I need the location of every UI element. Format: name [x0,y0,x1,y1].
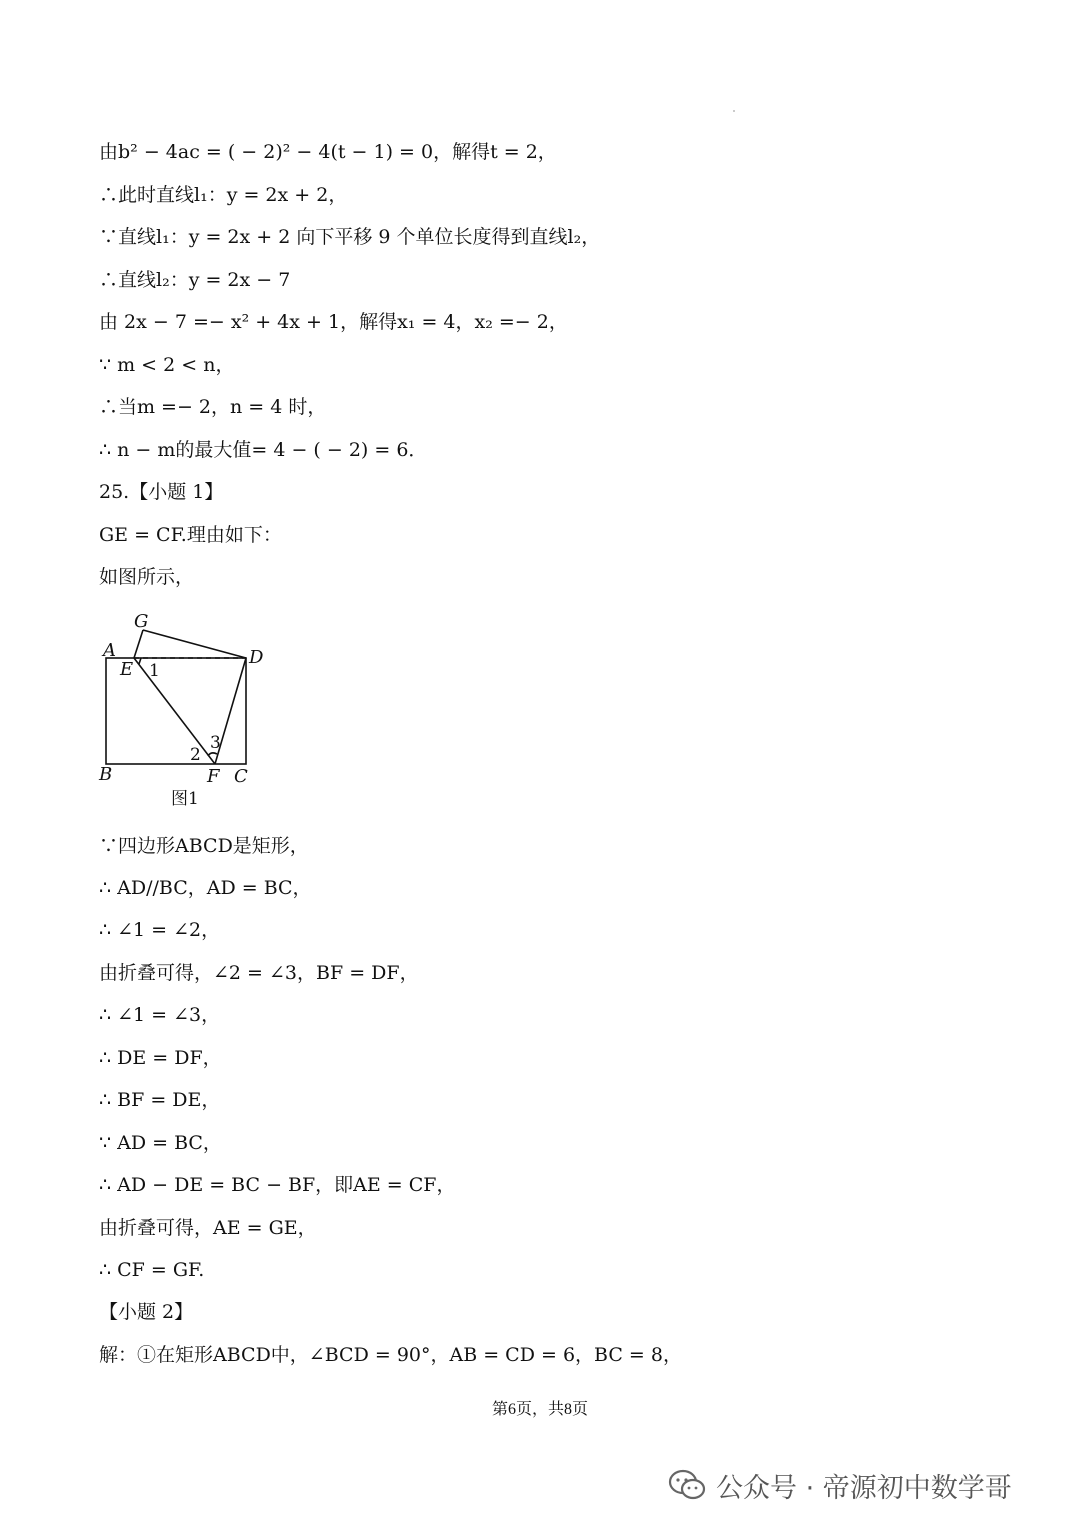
geometry-figure [95,608,295,818]
solution-line-3: ∵直线l₁：y = 2x + 2 向下平移 9 个单位长度得到直线l₂， [99,226,601,248]
proof-line-6: ∴ DE = DF， [99,1047,222,1069]
proof-line-9: ∴ AD − DE = BC − BF，即AE = CF， [99,1174,456,1196]
label-angle-3: 3 [210,733,221,753]
label-b: B [99,764,113,785]
label-angle-2: 2 [190,745,201,765]
wechat-watermark [668,1460,1012,1510]
label-angle-1: 1 [149,661,160,681]
wechat-icon [668,1469,706,1501]
proof-line-10: 由折叠可得，AE = GE， [99,1217,317,1239]
proof-line-5: ∴ ∠1 = ∠3， [99,1004,221,1026]
label-f: F [207,766,220,787]
solution-2-line-1: 解：①在矩形ABCD中，∠BCD = 90°，AB = CD = 6，BC = 8， [99,1344,682,1366]
segment-ef [134,658,215,764]
label-g: G [134,611,149,632]
proof-line-11: ∴ CF = GF. [99,1259,205,1281]
proof-line-7: ∴ BF = DE， [99,1089,221,1111]
label-c: C [234,766,248,787]
proof-line-2: ∴ AD//BC，AD = BC， [99,877,312,899]
page-footer: 第6页，共8页 [491,1401,588,1418]
watermark-text: 公众号 · 帝源初中数学哥 [716,1472,1012,1504]
question-heading-25-2: 【小题 2】 [99,1301,194,1323]
speck [733,110,735,112]
proof-line-8: ∵ AD = BC， [99,1132,222,1154]
label-d: D [249,647,264,668]
solution-line-6: ∵ m < 2 < n， [99,354,235,376]
figure-intro: 如图所示， [99,566,195,588]
label-e: E [120,659,134,680]
proof-line-4: 由折叠可得，∠2 = ∠3，BF = DF， [99,962,419,984]
segment-eg [134,630,143,658]
solution-line-7: ∴当m =− 2，n = 4 时， [99,396,327,418]
proof-line-3: ∴ ∠1 = ∠2， [99,919,221,941]
proof-line-1: ∵四边形ABCD是矩形， [99,835,309,857]
angle-1-mark [139,658,141,664]
solution-line-1: 由b² − 4ac = ( − 2)² − 4(t − 1) = 0，解得t = 2， [99,141,557,163]
solution-line-2: ∴此时直线l₁：y = 2x + 2， [99,184,348,206]
label-a: A [103,640,116,661]
question-heading-25-1: 25.【小题 1】 [99,481,224,503]
figure-caption: 图1 [171,789,199,809]
segment-gd [143,630,246,658]
solution-line-8: ∴ n − m的最大值= 4 − ( − 2) = 6． [99,439,428,461]
claim-line: GE = CF.理由如下： [99,524,282,546]
solution-line-4: ∴直线l₂：y = 2x − 7 [99,269,291,291]
solution-line-5: 由 2x − 7 =− x² + 4x + 1，解得x₁ = 4，x₂ =− 2， [99,311,568,333]
